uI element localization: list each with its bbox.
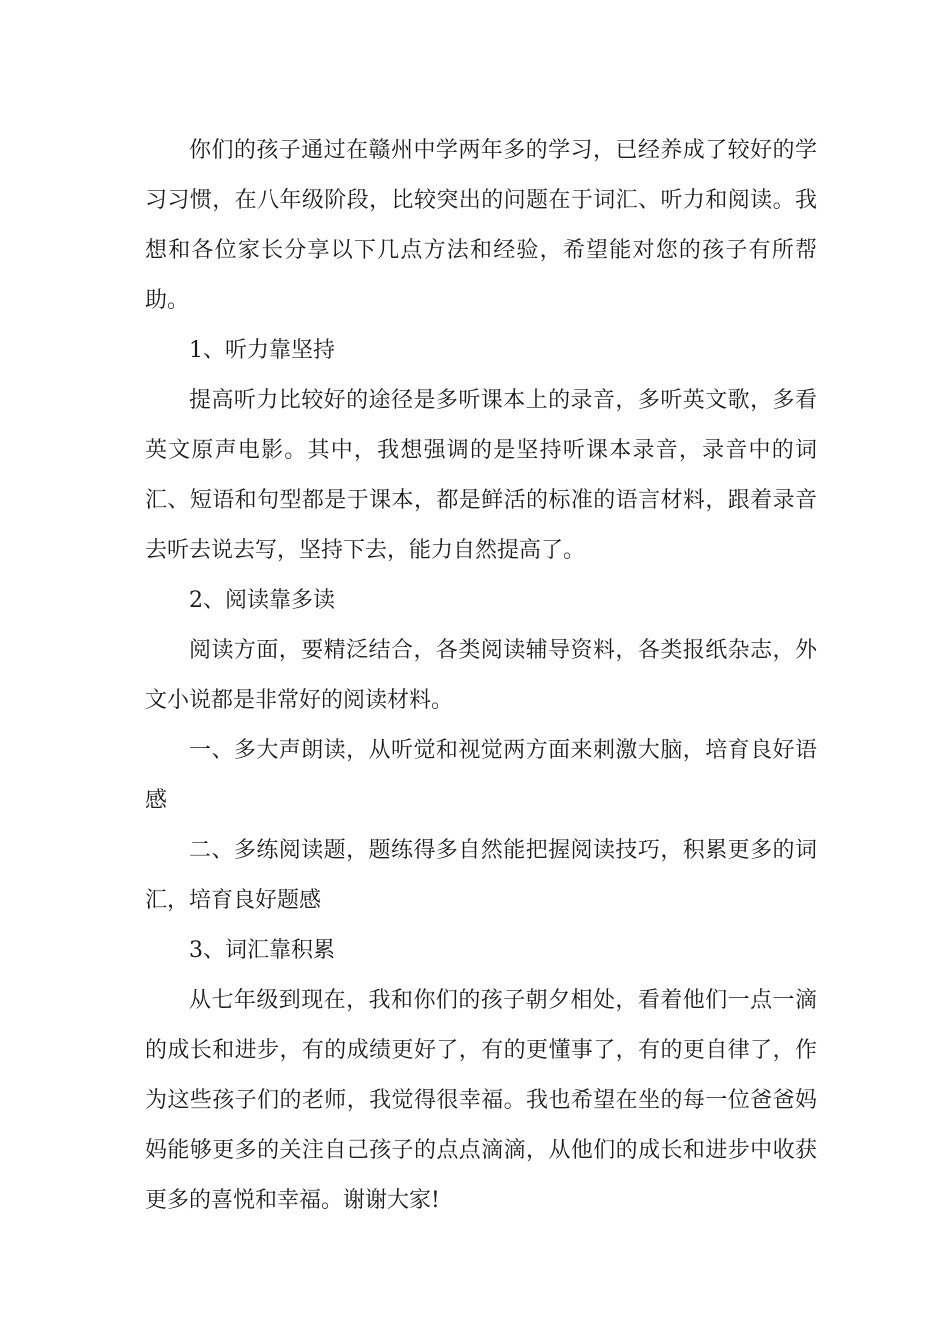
reading-paragraph: 阅读方面，要精泛结合，各类阅读辅导资料，各类报纸杂志，外文小说都是非常好的阅读材料。: [145, 638, 817, 713]
document-body: [145, 126, 817, 1226]
heading-vocabulary: 3、词汇靠积累: [189, 938, 335, 963]
closing-paragraph: 从七年级到现在，我和你们的孩子朝夕相处，看着他们一点一滴的成长和进步，有的成绩更好了，有的更懂事了，有的更自律了，作为这些孩子们的老师，我觉得很幸福。我也希望在坐的每一位爸爸妈妈能够更多的关注自己孩子的点点滴滴，从他们的成长和进步中收获更多的喜悦和幸福。谢谢大家!: [145, 988, 817, 1213]
heading-listening: 1、听力靠坚持: [189, 338, 335, 363]
reading-point-2: 二、多练阅读题，题练得多自然能把握阅读技巧，积累更多的词汇，培育良好题感: [145, 838, 817, 913]
intro-paragraph: 你们的孩子通过在赣州中学两年多的学习，已经养成了较好的学习习惯，在八年级阶段，比较突出的问题在于词汇、听力和阅读。我想和各位家长分享以下几点方法和经验，希望能对您的孩子有所帮助。: [145, 138, 817, 313]
listening-paragraph: 提高听力比较好的途径是多听课本上的录音，多听英文歌，多看英文原声电影。其中，我想强调的是坚持听课本录音，录音中的词汇、短语和句型都是于课本，都是鲜活的标准的语言材料，跟着录音去听去说去写，坚持下去，能力自然提高了。: [145, 388, 817, 563]
reading-point-1: 一、多大声朗读，从听觉和视觉两方面来刺激大脑，培育良好语感: [145, 738, 817, 813]
heading-reading: 2、阅读靠多读: [189, 588, 335, 613]
